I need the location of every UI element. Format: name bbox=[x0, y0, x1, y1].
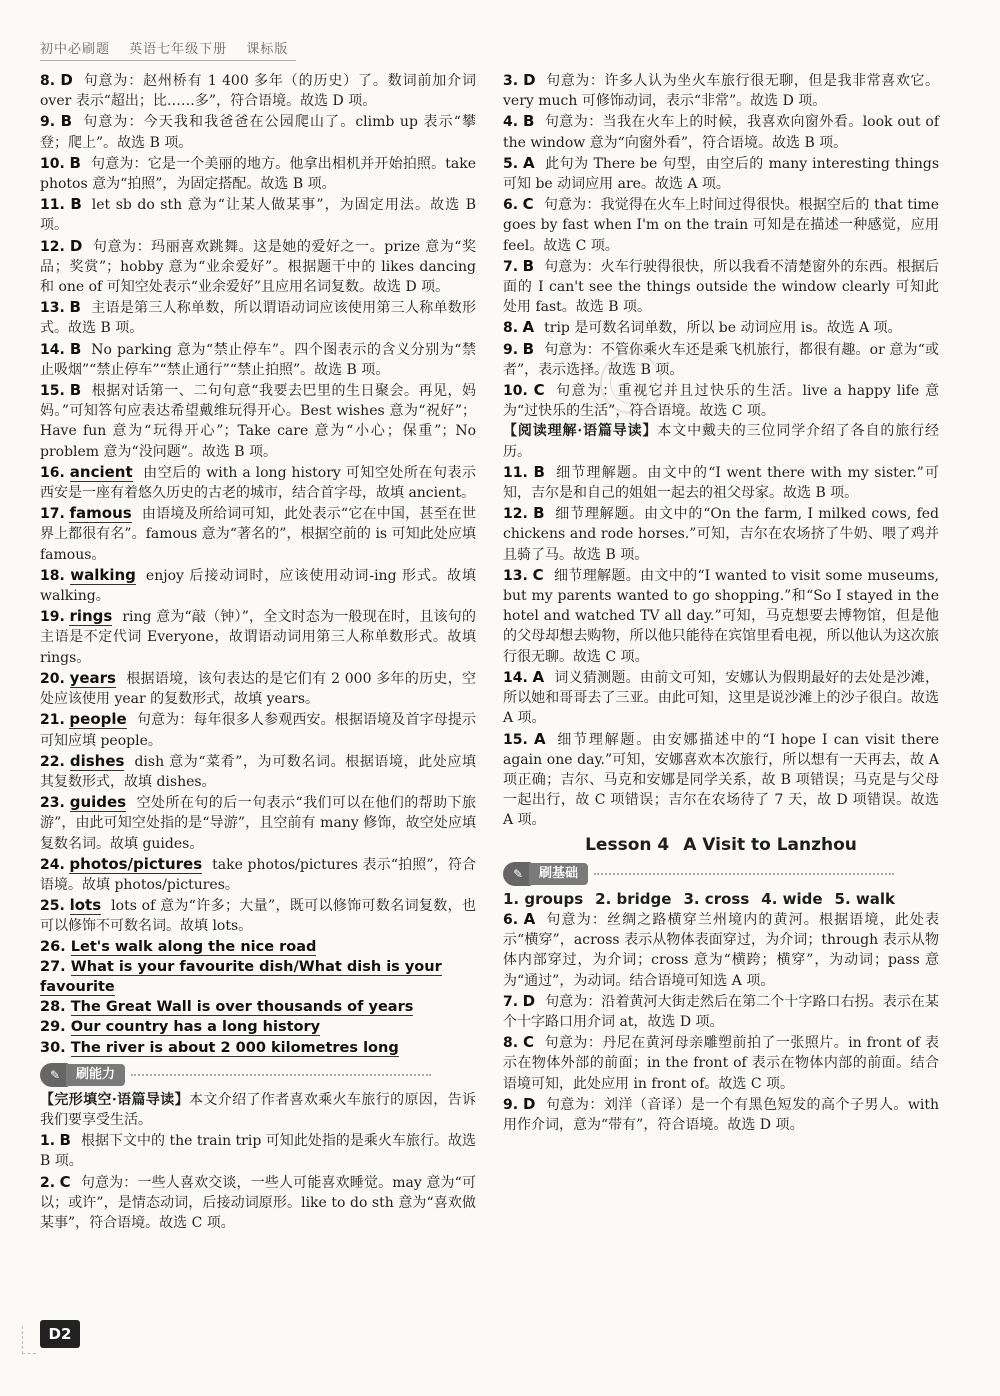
answer-item bbox=[40, 380, 476, 462]
answer-item bbox=[503, 339, 939, 380]
pen-icon: ✎ bbox=[503, 862, 533, 886]
item-answer: D bbox=[523, 1094, 536, 1113]
item-explanation: No parking 意为“禁止停车”。四个图表示的含义分别为“禁止吸烟”“禁止停车”“禁止通行”“禁止拍照”。故选 B 项。 bbox=[40, 341, 476, 378]
item-number: 29. bbox=[40, 1019, 66, 1036]
section-tag: 【阅读理解·语篇导读】 bbox=[503, 423, 658, 440]
answer-item bbox=[503, 317, 939, 338]
left-column bbox=[40, 70, 476, 1233]
item-answer: rings bbox=[69, 607, 113, 626]
item-number: 14. bbox=[503, 669, 528, 686]
item-explanation: 句意为：它是一个美丽的地方。他拿出相机并开始拍照。take photos 意为“拍照”，为固定搭配。故选 B 项。 bbox=[40, 155, 476, 193]
answer-item bbox=[503, 1094, 939, 1135]
item-number: 17. bbox=[40, 506, 65, 523]
sentence-text: The river is about 2 000 kilometres long bbox=[70, 1039, 399, 1056]
item-number: 9. bbox=[503, 341, 519, 358]
item-answer: D bbox=[523, 71, 536, 89]
item-number: 2. bbox=[40, 1174, 56, 1191]
item-answer: ancient bbox=[69, 462, 133, 481]
answer-item bbox=[503, 909, 939, 991]
item-number: 28. bbox=[40, 999, 66, 1016]
item-explanation: 句意为：赵州桥有 1 400 多年（的历史）了。数词前加介词 over 表示“超出；比……多”，符合语境。故选 D 项。 bbox=[40, 73, 476, 110]
item-explanation: take photos/pictures 表示“拍照”，符合语境。故填 photos/pictures。 bbox=[40, 856, 477, 893]
answer-item bbox=[40, 111, 476, 152]
lesson-label: Lesson 4 bbox=[585, 834, 670, 855]
answer-item bbox=[40, 462, 476, 503]
answer-item bbox=[503, 256, 939, 318]
item-answer: A bbox=[534, 729, 546, 748]
item-answer: famous bbox=[69, 504, 132, 523]
item-explanation: 句意为：今天我和我爸爸在公园爬山了。climb up 表示“攀登；爬上”。故选 B 项。 bbox=[40, 114, 476, 151]
sentence-answer bbox=[40, 957, 476, 997]
item-number: 8. bbox=[503, 1035, 519, 1052]
item-number: 5. bbox=[503, 155, 519, 172]
item-number: 20. bbox=[40, 670, 65, 687]
badge-basics bbox=[503, 861, 894, 887]
answer-item bbox=[503, 462, 939, 503]
item-number: 19. bbox=[40, 609, 65, 626]
item-explanation: 细节理解题。由文中的“I wanted to visit some museums, but my parents wanted to go shopping.”和“So I stayed in the hotel and watched TV all day.”可知，马克想要去博物馆，但是他的父母却想去购物，所以他只能待在宾馆里看电视，所以他认为这次旅行很无聊。故选 C 项。 bbox=[503, 567, 940, 665]
item-explanation: 此句为 There be 句型，由空后的 many interesting things 可知 be 动词应用 are。故选 A 项。 bbox=[503, 155, 940, 193]
item-answer: B bbox=[522, 339, 535, 358]
item-answer: C bbox=[522, 195, 534, 214]
item-answer: C bbox=[532, 565, 544, 584]
reading-intro bbox=[503, 421, 939, 461]
sentence-text: Our country has a long history bbox=[70, 1019, 321, 1036]
item-answer: B bbox=[59, 1131, 71, 1150]
book-title: 英语七年级下册 bbox=[129, 42, 228, 57]
divider bbox=[594, 873, 894, 875]
badge-ability bbox=[40, 1062, 431, 1088]
item-number: 8. bbox=[503, 320, 519, 337]
answer-item bbox=[503, 70, 939, 111]
item-number: 15. bbox=[40, 383, 65, 400]
item-explanation: 句意为：刘洋（音译）是一个有黑色短发的高个子男人。with 用作介词，意为“带有”，符合语境。故选 D 项。 bbox=[503, 1096, 939, 1133]
item-explanation: ring 意为“敲（钟）”，全文时态为一般现在时，且该句的主语是不定代词 Everyone，故谓语动词用第三人称单数形式。故填 rings。 bbox=[40, 609, 476, 666]
item-number: 30. bbox=[40, 1039, 66, 1056]
fill-answer: 5. walk bbox=[834, 889, 896, 908]
header-rule bbox=[40, 60, 296, 61]
answer-item bbox=[40, 153, 476, 194]
item-explanation: 句意为：每年很多人参观西安。根据语境及首字母提示可知应填 people。 bbox=[40, 712, 477, 749]
item-number: 13. bbox=[503, 567, 528, 584]
item-answer: B bbox=[69, 339, 82, 358]
answer-item bbox=[40, 339, 476, 380]
item-explanation: 句意为：玛丽喜欢跳舞。这是她的爱好之一。prize 意为“奖品；奖赏”；hobby 意为“业余爱好”。根据题干中的 likes dancing 和 one of 可知空处表示“业余爱好”且应用名词复数。故选 D 项。 bbox=[40, 238, 476, 296]
item-answer: B bbox=[60, 112, 73, 131]
item-answer: A bbox=[523, 153, 535, 172]
item-answer: guides bbox=[69, 793, 127, 812]
answer-item bbox=[40, 297, 476, 338]
page-number: D2 bbox=[40, 1320, 80, 1348]
sentence-answer bbox=[40, 937, 476, 957]
page-header bbox=[40, 38, 288, 57]
item-explanation: 细节理解题。由安娜描述中的“I hope I can visit there again one day.”可知，安娜喜欢本次旅行，所以想有一天再去，故 A 项正确；吉尔、马克和安娜是同学关系，故 B 项错误；马克是与父母一起出行，故 C 项错误；吉尔在农场待了 7 天，故 D 项错误。故选 A 项。 bbox=[503, 731, 939, 829]
item-explanation: 句意为：一些人喜欢交谈，一些人可能喜欢睡觉。may 意为“可以；或许”，是情态动词，后接动词原形。like to do sth 意为“喜欢做某事”，符合语境。故选 C 项。 bbox=[40, 1174, 476, 1231]
right-column bbox=[503, 70, 939, 1135]
item-answer: dishes bbox=[69, 751, 125, 770]
sentence-text: The Great Wall is over thousands of years bbox=[70, 999, 414, 1016]
item-explanation: enjoy 后接动词时，应该使用动词-ing 形式。故填 walking。 bbox=[40, 567, 476, 605]
item-answer: A bbox=[532, 667, 545, 686]
item-answer: A bbox=[522, 318, 535, 337]
item-number: 6. bbox=[503, 911, 519, 928]
item-number: 4. bbox=[503, 114, 519, 131]
fill-answers bbox=[503, 889, 939, 909]
item-answer: D bbox=[522, 991, 536, 1010]
answer-item bbox=[40, 854, 476, 895]
item-answer: A bbox=[523, 909, 536, 928]
answer-item bbox=[503, 667, 939, 729]
item-number: 7. bbox=[503, 258, 519, 275]
item-answer: C bbox=[59, 1172, 71, 1191]
item-explanation: lots of 意为“许多；大量”，既可以修饰可数名词复数，也可以修饰不可数名词。故填 lots。 bbox=[40, 898, 476, 935]
answer-item bbox=[503, 194, 939, 256]
answer-item bbox=[503, 380, 939, 421]
item-number: 9. bbox=[40, 114, 56, 131]
item-answer: walking bbox=[70, 565, 136, 584]
item-explanation: 句意为：许多人认为坐火车旅行很无聊，但是我非常喜欢它。very much 可修饰动词，表示“非常”。故选 D 项。 bbox=[503, 73, 940, 110]
item-answer: D bbox=[69, 236, 83, 255]
item-answer: B bbox=[69, 153, 81, 172]
answer-item bbox=[503, 153, 939, 194]
answer-item bbox=[503, 991, 939, 1032]
item-answer: B bbox=[69, 298, 81, 317]
item-explanation: dish 意为“菜肴”，为可数名词。根据语境，此处应填其复数形式，故填 dishes。 bbox=[40, 753, 477, 790]
item-explanation: 根据对话第一、二句句意“我要去巴里的生日聚会。再见，妈妈。”可知答句应表达希望戴维玩得开心。Best wishes 意为“祝好”；Have fun 意为“玩得开心”；Take care 意为“小心；保重”；No problem 意为“没问题”。故选 B 项。 bbox=[40, 383, 477, 460]
answer-item bbox=[40, 503, 476, 565]
fill-answer: 3. cross bbox=[683, 889, 750, 908]
fill-answer: 2. bridge bbox=[595, 889, 672, 908]
item-number: 12. bbox=[503, 506, 528, 523]
badge-label: 刷基础 bbox=[529, 863, 588, 885]
item-explanation: 句意为：不管你乘火车还是乘飞机旅行，都很有趣。or 意为“或者”，表示选择。故选 B 项。 bbox=[503, 341, 940, 378]
answer-item bbox=[40, 709, 476, 750]
item-answer: photos/pictures bbox=[69, 854, 203, 873]
section-text: 本文中戴夫的三位同学介绍了各自的旅行经历。 bbox=[503, 423, 939, 460]
item-number: 16. bbox=[40, 464, 65, 481]
item-explanation: 句意为：当我在火车上的时候，我喜欢向窗外看。look out of the window 意为“向窗外看”，符合语境。故选 B 项。 bbox=[503, 114, 939, 151]
sentence-answer bbox=[40, 1038, 476, 1058]
item-number: 7. bbox=[503, 993, 519, 1010]
answer-item bbox=[40, 606, 476, 668]
item-answer: B bbox=[69, 381, 82, 400]
series-title: 初中必刷题 bbox=[40, 42, 111, 57]
page-corner-mark bbox=[22, 1326, 36, 1354]
answer-item bbox=[40, 895, 476, 936]
answer-item bbox=[503, 565, 939, 667]
item-explanation: 细节理解题。由文中的“On the farm, I milked cows, fed chickens and rode horses.”可知，吉尔在农场挤了牛奶、喂了鸡并且骑了马。故选 B 项。 bbox=[503, 506, 939, 563]
answer-item bbox=[40, 70, 476, 111]
answer-item bbox=[503, 1032, 939, 1094]
item-number: 12. bbox=[40, 238, 65, 255]
section-text: 本文介绍了作者喜欢乘火车旅行的原因，告诉我们要享受生活。 bbox=[40, 1091, 476, 1128]
cloze-intro bbox=[40, 1090, 476, 1130]
item-explanation: 句意为：丹尼在黄河母亲雕塑前拍了一张照片。in front of 表示在物体外部的前面；in the front of 表示在物体内部的前面。结合语境可知，此处应用 in front of。故选 C 项。 bbox=[503, 1035, 939, 1092]
item-answer: B bbox=[522, 112, 535, 131]
item-number: 21. bbox=[40, 712, 65, 729]
item-explanation: 由语境及所给词可知，此处表示“它在中国，甚至在世界上都很有名”。famous 意为“著名的”，根据空前的 is 可知此处应填 famous。 bbox=[40, 506, 477, 563]
item-number: 22. bbox=[40, 753, 65, 770]
item-answer: lots bbox=[69, 896, 102, 915]
item-number: 14. bbox=[40, 341, 65, 358]
item-number: 8. bbox=[40, 73, 56, 89]
item-answer: D bbox=[60, 71, 73, 89]
item-number: 11. bbox=[503, 464, 528, 481]
item-number: 15. bbox=[503, 731, 528, 748]
item-number: 11. bbox=[40, 197, 65, 214]
item-explanation: 词义猜测题。由前文可知，安娜认为假期最好的去处是沙滩，所以她和哥哥去了三亚。由此可知，这里是说沙滩上的沙子很白。故选 A 项。 bbox=[503, 669, 940, 727]
section-tag: 【完形填空·语篇导读】 bbox=[40, 1091, 189, 1108]
lesson-title bbox=[503, 835, 939, 855]
item-number: 27. bbox=[40, 958, 66, 975]
item-explanation: 空处所在句的后一句表示“我们可以在他们的帮助下旅游”，由此可知空处指的是“导游”，且空前有 many 修饰，故空处应填复数名词。故填 guides。 bbox=[40, 795, 477, 852]
sentence-text: Let's walk along the nice road bbox=[70, 938, 317, 955]
item-explanation: 根据下文中的 the train trip 可知此处指的是乘火车旅行。故选 B 项。 bbox=[40, 1133, 476, 1170]
item-explanation: trip 是可数名词单数，所以 be 动词应用 is。故选 A 项。 bbox=[544, 320, 902, 337]
item-number: 25. bbox=[40, 898, 65, 915]
sentence-answer bbox=[40, 997, 476, 1017]
item-number: 10. bbox=[40, 155, 65, 172]
item-answer: B bbox=[522, 256, 535, 275]
item-explanation: 由空后的 with a long history 可知空处所在句表示西安是一座有着悠久历史的古老的城市，结合首字母，故填 ancient。 bbox=[40, 464, 477, 502]
item-number: 6. bbox=[503, 197, 519, 214]
item-explanation: 句意为：重视它并且过快乐的生活。live a happy life 意为“过快乐的生活”，符合语境。故选 C 项。 bbox=[503, 383, 939, 420]
divider bbox=[131, 1074, 431, 1076]
item-explanation: 句意为：沿着黄河大街走然后在第二个十字路口右拐。表示在某个十字路口用介词 at，故选 D 项。 bbox=[503, 993, 940, 1030]
item-answer: C bbox=[533, 381, 545, 400]
item-explanation: 句意为：丝绸之路横穿兰州境内的黄河。根据语境，此处表示“横穿”，across 表示从物体表面穿过，为介词；through 表示从物体内部穿过，为介词；cross 意为“横跨；横穿”，为动词；pass 意为“通过”，为动词。结合语境可知选 A 项。 bbox=[503, 911, 939, 989]
item-number: 18. bbox=[40, 567, 65, 584]
item-number: 1. bbox=[40, 1133, 56, 1150]
answer-item bbox=[40, 792, 476, 854]
item-number: 23. bbox=[40, 795, 65, 812]
item-explanation: 句意为：我觉得在火车上时间过得很快。根据空后的 that time goes by fast when I'm on the train 可知是在描述一种感觉，应用 feel。故选 C 项。 bbox=[503, 197, 939, 254]
item-number: 10. bbox=[503, 383, 528, 400]
item-explanation: let sb do sth 意为“让某人做某事”，为固定用法。故选 B 项。 bbox=[40, 197, 477, 234]
item-explanation: 细节理解题。由文中的“I went there with my sister.”可知，吉尔是和自己的姐姐一起去的祖父母家。故选 B 项。 bbox=[503, 464, 940, 502]
sentence-text: What is your favourite dish/What dish is your favourite bbox=[40, 958, 442, 995]
item-answer: B bbox=[533, 504, 545, 523]
item-number: 9. bbox=[503, 1096, 519, 1113]
answer-item bbox=[503, 503, 939, 565]
item-answer: people bbox=[69, 710, 127, 729]
lesson-name: A Visit to Lanzhou bbox=[683, 834, 857, 855]
fill-answer: 1. groups bbox=[503, 889, 584, 908]
fill-answer: 4. wide bbox=[761, 889, 823, 908]
answer-item bbox=[40, 1172, 476, 1234]
badge-label: 刷能力 bbox=[66, 1064, 125, 1086]
item-answer: C bbox=[522, 1033, 534, 1052]
answer-item bbox=[40, 1130, 476, 1171]
sentence-answer bbox=[40, 1017, 476, 1037]
item-answer: B bbox=[70, 195, 82, 214]
item-number: 3. bbox=[503, 73, 519, 89]
edition-label: 课标版 bbox=[246, 42, 289, 57]
item-answer: B bbox=[533, 462, 545, 481]
answer-item bbox=[40, 565, 476, 606]
answer-item bbox=[40, 236, 476, 298]
item-explanation: 主语是第三人称单数，所以谓语动词应该使用第三人称单数形式。故选 B 项。 bbox=[40, 300, 477, 337]
item-number: 13. bbox=[40, 300, 65, 317]
item-explanation: 句意为：火车行驶得很快，所以我看不清楚窗外的东西。根据后面的 I can't see the things outside the window clearly 可知此处用 fast。故选 B 项。 bbox=[503, 258, 940, 316]
item-answer: years bbox=[69, 668, 116, 687]
item-number: 26. bbox=[40, 938, 66, 955]
answer-item bbox=[40, 194, 476, 235]
item-explanation: 根据语境，该句表达的是它们有 2 000 多年的历史，空处应该使用 year 的复数形式，故填 years。 bbox=[40, 670, 476, 708]
answer-item bbox=[40, 751, 476, 792]
answer-item bbox=[503, 111, 939, 152]
answer-item bbox=[503, 729, 939, 831]
answer-item bbox=[40, 668, 476, 709]
item-number: 24. bbox=[40, 856, 65, 873]
pen-icon: ✎ bbox=[40, 1063, 70, 1087]
